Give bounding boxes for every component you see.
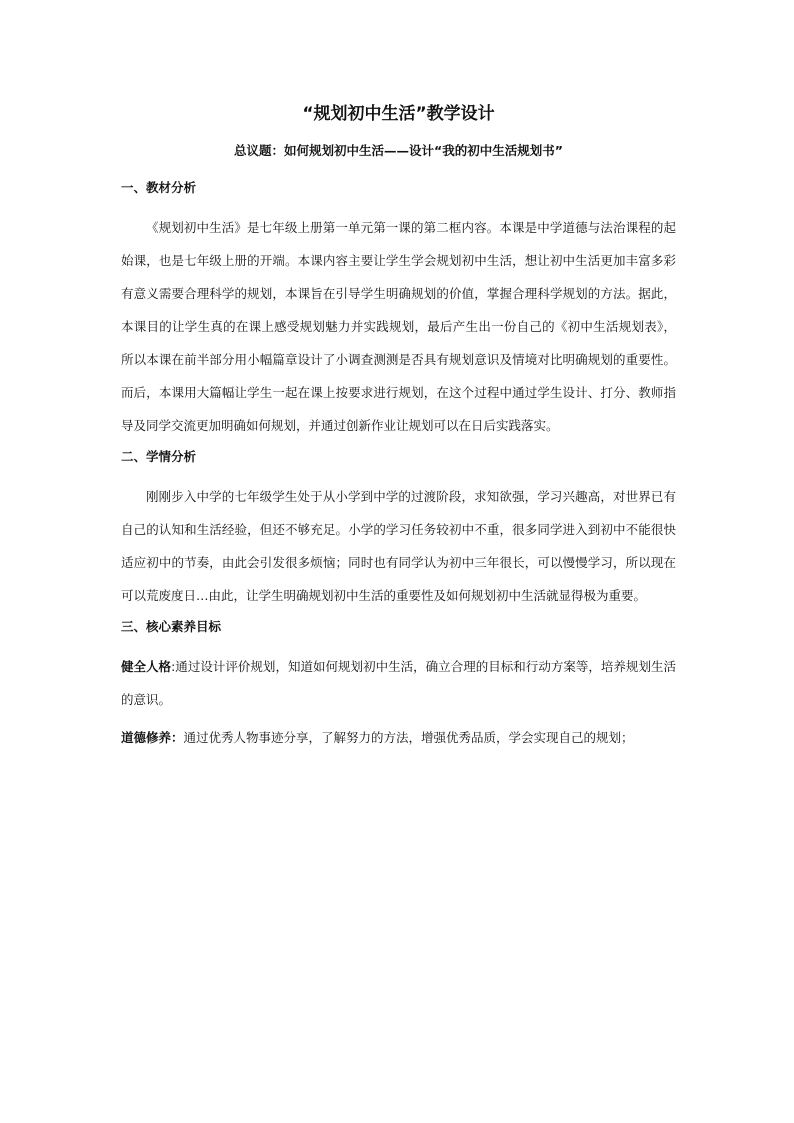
goal-text: 通过优秀人物事迹分享，了解努力的方法，增强优秀品质，学会实现自己的规划； xyxy=(183,730,634,745)
goal-label: 道德修养： xyxy=(121,730,184,745)
section-heading-student-analysis: 二、学情分析 xyxy=(121,449,197,464)
goal-item-sound-personality xyxy=(121,650,676,716)
section-heading-textbook-analysis: 一、教材分析 xyxy=(121,180,197,195)
document-title: “规划初中生活”教学设计 xyxy=(302,104,495,124)
goal-label: 健全人格 xyxy=(121,659,172,674)
student-analysis-paragraph: 刚刚步入中学的七年级学生处于从小学到中学的过渡阶段，求知欲强，学习兴趣高，对世界已有自己的认知和生活经验，但还不够充足。小学的学习任务较初中不重，很多同学进入到初中不能很快适应初中的节奏，由此会引发很多烦恼；同时也有同学认为初中三年很长，可以慢慢学习，所以现在可以荒废度日…由此，让学生明确规划初中生活的重要性及如何规划初中生活就显得极为重要。 xyxy=(121,489,676,603)
textbook-analysis-paragraph: 《规划初中生活》是七年级上册第一单元第一课的第二框内容。本课是中学道德与法治课程的起始课，也是七年级上册的开端。本课内容主要让学生学会规划初中生活，想让初中生活更加丰富多彩有意义需要合理科学的规划，本课旨在引导学生明确规划的价值，掌握合理科学规划的方法。据此，本课目的让学生真的在课上感受规划魅力并实践规划，最后产生出一份自己的《初中生活规划表》，所以本课在前半部分用小幅篇章设计了小调查测测是否具有规划意识及情境对比明确规划的重要性。而后，本课用大篇幅让学生一起在课上按要求进行规划，在这个过程中通过学生设计、打分、教师指导及同学交流更加明确如何规划，并通过创新作业让规划可以在日后实践落实。 xyxy=(121,220,676,433)
goal-text: :通过设计评价规划，知道如何规划初中生活，确立合理的目标和行动方案等，培养规划生活的意识。 xyxy=(121,659,676,707)
goal-item-moral-cultivation xyxy=(121,721,676,754)
section-heading-core-literacy-goals: 三、核心素养目标 xyxy=(121,619,222,634)
document-subtitle: 总议题：如何规划初中生活——设计“我的初中生活规划书” xyxy=(234,143,563,158)
